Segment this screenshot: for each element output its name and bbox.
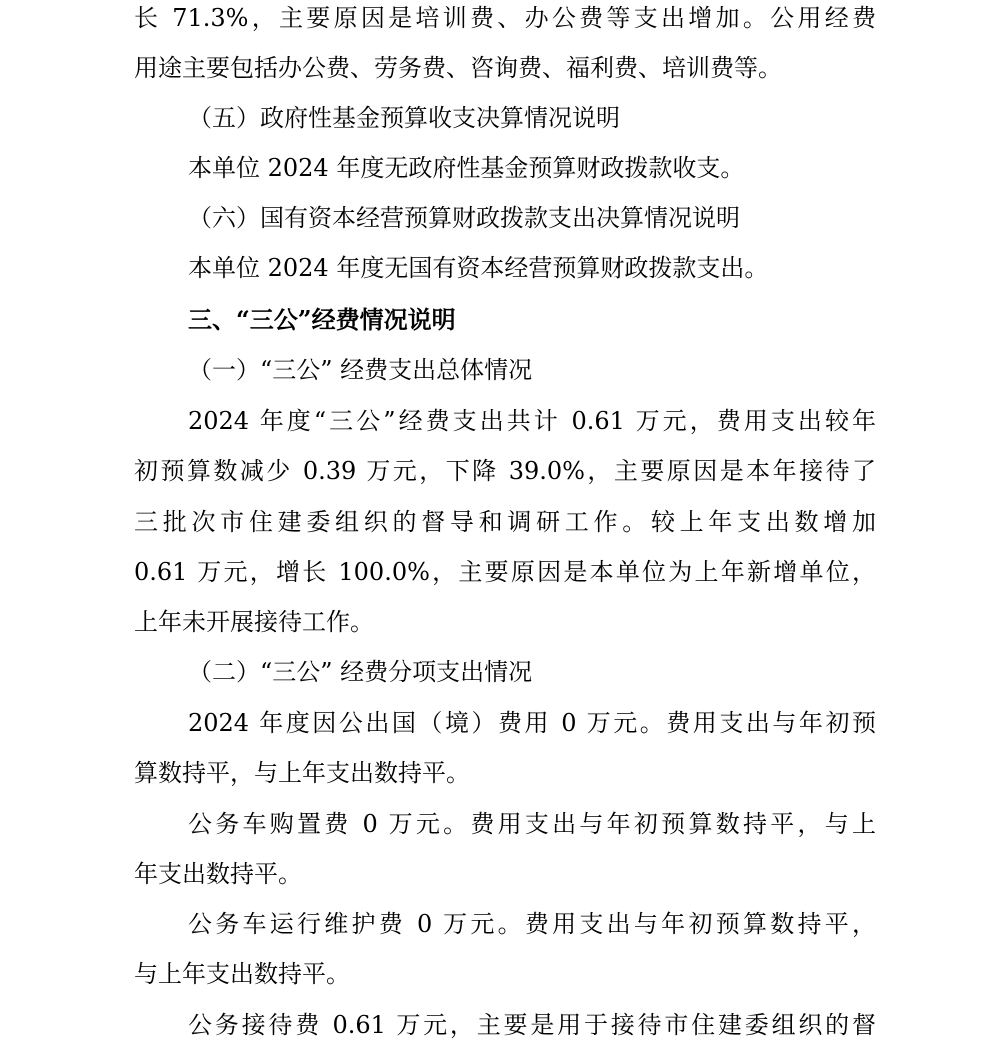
paragraph-line: 初预算数减少 0.39 万元，下降 39.0%，主要原因是本年接待了 — [134, 457, 876, 485]
paragraph-line: 公务接待费 0.61 万元，主要是用于接待市住建委组织的督 — [188, 1011, 876, 1039]
paragraph-line: 2024 年度“三公”经费支出共计 0.61 万元，费用支出较年 — [188, 407, 876, 435]
paragraph-line: 与上年支出数持平。 — [134, 960, 350, 988]
paragraph-line: 长 71.3%，主要原因是培训费、办公费等支出增加。公用经费 — [134, 4, 876, 32]
section-heading: （一）“三公” 经费支出总体情况 — [188, 356, 533, 384]
paragraph-line: 上年未开展接待工作。 — [134, 608, 374, 636]
section-heading: （六）国有资本经营预算财政拨款支出决算情况说明 — [188, 204, 740, 232]
paragraph-line: 公务车运行维护费 0 万元。费用支出与年初预算数持平， — [188, 910, 876, 938]
section-heading: （二）“三公” 经费分项支出情况 — [188, 658, 533, 686]
paragraph-line: 0.61 万元，增长 100.0%，主要原因是本单位为上年新增单位， — [134, 558, 876, 586]
paragraph-line: 本单位 2024 年度无政府性基金预算财政拨款收支。 — [188, 154, 745, 182]
paragraph-line: 算数持平，与上年支出数持平。 — [134, 759, 470, 787]
chapter-heading: 三、“三公”经费情况说明 — [188, 305, 456, 334]
paragraph-line: 本单位 2024 年度无国有资本经营预算财政拨款支出。 — [188, 254, 769, 282]
paragraph-line: 用途主要包括办公费、劳务费、咨询费、福利费、培训费等。 — [134, 54, 782, 82]
paragraph-line: 公务车购置费 0 万元。费用支出与年初预算数持平，与上 — [188, 810, 876, 838]
paragraph-line: 2024 年度因公出国（境）费用 0 万元。费用支出与年初预 — [188, 709, 876, 737]
paragraph-line: 三批次市住建委组织的督导和调研工作。较上年支出数增加 — [134, 508, 876, 536]
paragraph-line: 年支出数持平。 — [134, 860, 302, 888]
section-heading: （五）政府性基金预算收支决算情况说明 — [188, 104, 620, 132]
